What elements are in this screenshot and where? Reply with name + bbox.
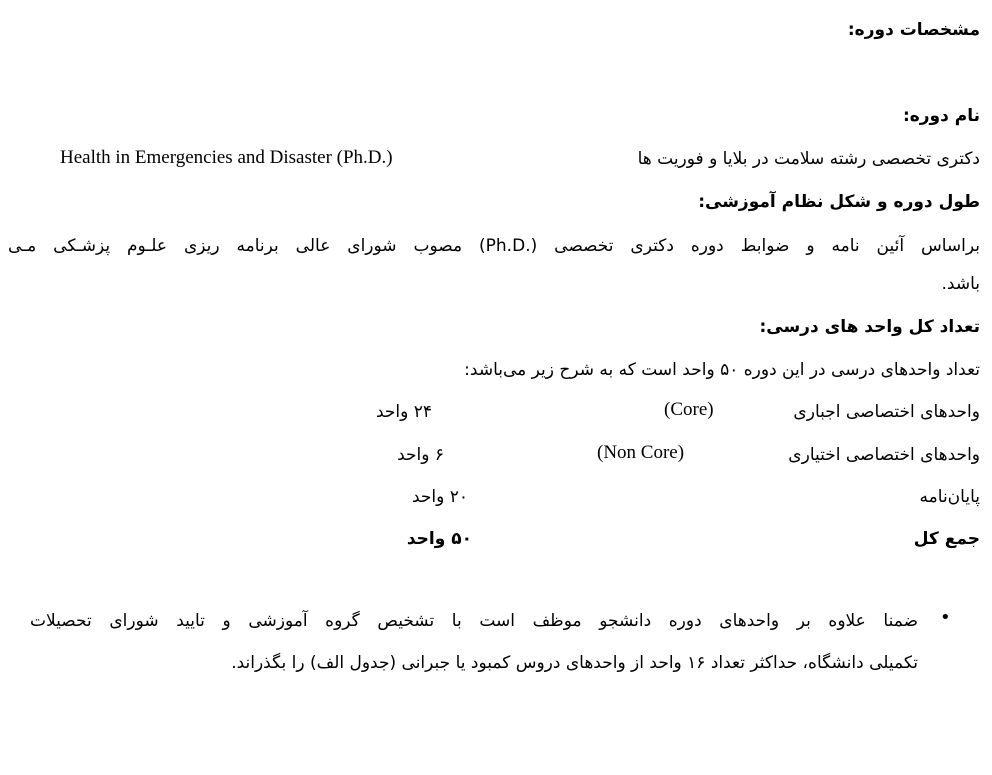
course-name-english: Health in Emergencies and Disaster (Ph.D.) — [60, 147, 393, 168]
units-total-value: ۵۰ واحد — [406, 529, 472, 549]
units-row-noncore-label: واحدهای اختصاصی اختیاری — [788, 445, 980, 465]
units-row-core-value: ۲۴ واحد — [375, 402, 432, 422]
units-row-core-label: واحدهای اختصاصی اجباری — [793, 402, 980, 422]
note-text-line-2: تکمیلی دانشگاه، حداکثر تعداد ۱۶ واحد از واحدهای دروس کمبود یا جبرانی (جدول الف) را بگذراند. — [231, 653, 918, 673]
units-row-noncore-label-en: (Non Core) — [597, 442, 685, 463]
section-heading-course-specs: مشخصات دوره: — [847, 20, 980, 40]
units-intro-text: تعداد واحدهای درسی در این دوره ۵۰ واحد است که به شرح زیر می‌باشد: — [464, 360, 980, 380]
units-total-label: جمع کل — [913, 529, 980, 549]
duration-text-line-2: باشد. — [941, 274, 980, 294]
units-row-thesis-label: پایان‌نامه — [919, 487, 980, 507]
section-heading-duration: طول دوره و شکل نظام آموزشی: — [698, 192, 980, 212]
note-bullet-icon: • — [940, 607, 951, 628]
units-row-core-label-en: (Core) — [664, 399, 714, 420]
section-heading-course-name: نام دوره: — [902, 106, 980, 126]
course-name-persian: دکتری تخصصی رشته سلامت در بلایا و فوریت ها — [637, 149, 980, 169]
duration-text-line-1: براساس آئین نامه و ضوابط دوره دکتری تخصصی (.Ph.D) مصوب شورای عالی برنامه ریزی علـوم پزشـکی مـی — [8, 236, 981, 256]
units-row-thesis-value: ۲۰ واحد — [411, 487, 468, 507]
units-row-noncore-value: ۶ واحد — [397, 445, 444, 465]
section-heading-total-units: تعداد کل واحد های درسی: — [759, 317, 980, 337]
note-text-line-1: ضمنا علاوه بر واحدهای دوره دانشجو موظف است با تشخیص گروه آموزشی و تایید شورای تحصیلات — [30, 611, 918, 631]
